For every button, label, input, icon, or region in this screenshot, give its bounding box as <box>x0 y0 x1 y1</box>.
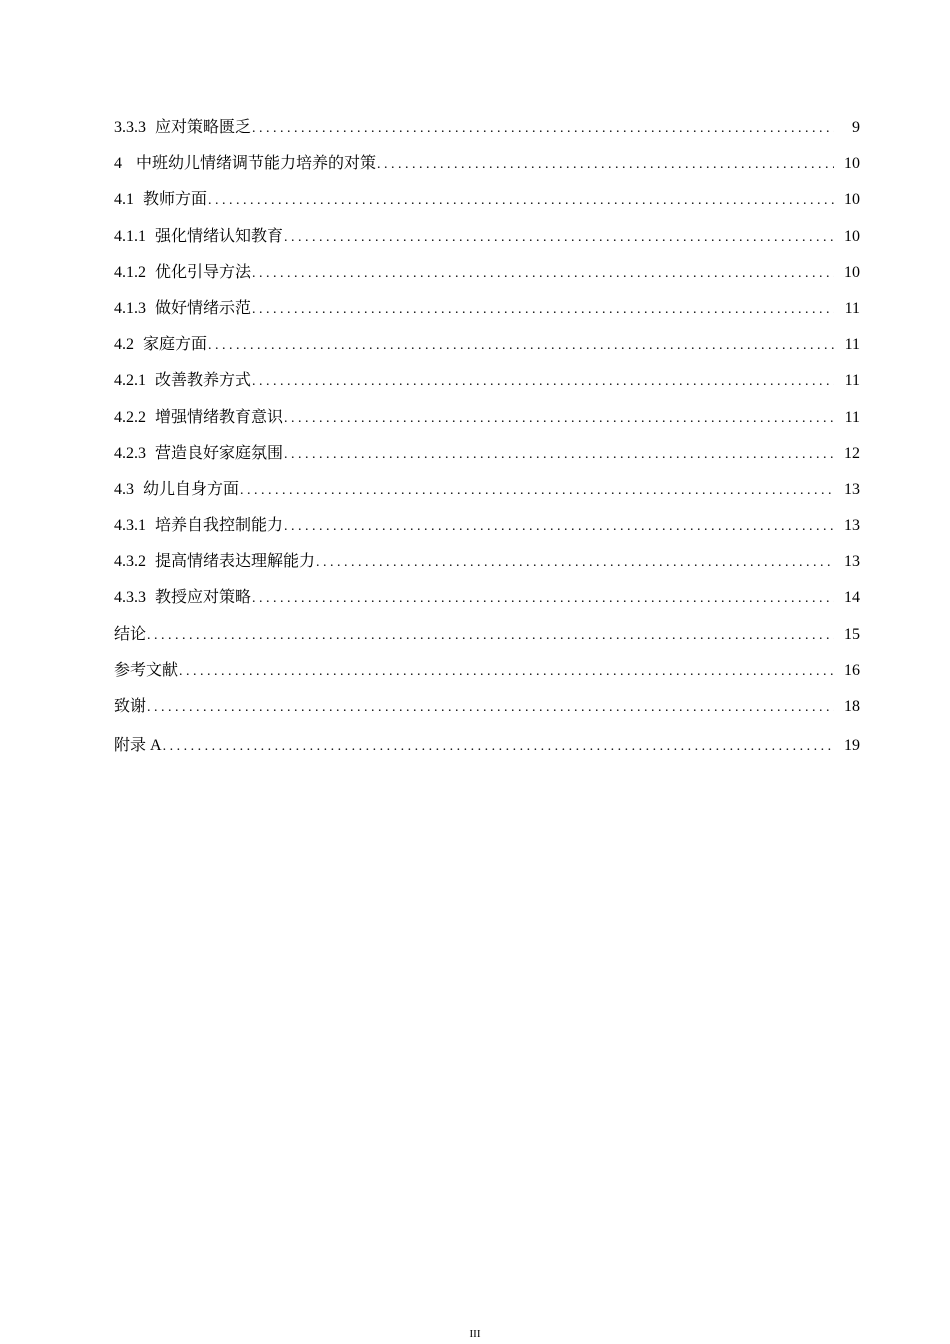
dot-leader <box>147 624 834 648</box>
toc-entry-number: 4.1.2 <box>114 263 146 281</box>
toc-entry-page: 11 <box>844 408 860 426</box>
toc-entry-page: 11 <box>844 372 860 390</box>
toc-entry[interactable] <box>114 225 860 261</box>
toc-entry[interactable] <box>114 116 860 152</box>
toc-entry-number: 4.3.1 <box>114 517 146 535</box>
dot-leader <box>208 189 834 213</box>
toc-entry-page: 10 <box>844 191 860 209</box>
toc-entry-page: 10 <box>844 263 860 281</box>
toc-entry-number: 4.2.2 <box>114 408 146 426</box>
toc-entry[interactable] <box>114 152 860 188</box>
toc-entry-title: 结论 <box>114 625 147 643</box>
toc-entry[interactable] <box>114 734 860 770</box>
toc-entry-title: 致谢 <box>114 698 147 715</box>
toc-entry-title: 强化情绪认知教育 <box>155 227 284 245</box>
toc-entry-title: 提高情绪表达理解能力 <box>155 553 316 571</box>
toc-entry-number: 4.2.3 <box>114 444 146 462</box>
toc-entry[interactable] <box>114 695 860 731</box>
toc-entry[interactable] <box>114 406 860 442</box>
toc-entry-title: 中班幼儿情绪调节能力培养的对策 <box>136 155 377 173</box>
toc-entry-page: 16 <box>844 661 860 679</box>
toc-entry-number: 4.3 <box>114 480 134 498</box>
dot-leader <box>284 407 834 431</box>
toc-entry-page: 13 <box>844 553 860 571</box>
toc-entry-page: 10 <box>844 227 860 245</box>
dot-leader <box>284 443 834 467</box>
toc-entry[interactable] <box>114 623 860 659</box>
page-number: III <box>469 1328 481 1340</box>
dot-leader <box>147 696 834 720</box>
toc-entry-title: 教师方面 <box>143 191 208 209</box>
toc-entry[interactable] <box>114 514 860 550</box>
toc-entry-page: 11 <box>844 299 860 317</box>
toc-entry-title: 优化引导方法 <box>155 263 252 281</box>
toc-entry[interactable] <box>114 369 860 405</box>
table-of-contents <box>114 116 860 770</box>
toc-entry-title: 增强情绪教育意识 <box>155 408 284 426</box>
toc-entry[interactable] <box>114 188 860 224</box>
dot-leader <box>163 735 834 759</box>
toc-entry-title: 培养自我控制能力 <box>155 517 284 535</box>
dot-leader <box>252 298 834 322</box>
toc-entry-title: 改善教养方式 <box>155 372 252 390</box>
toc-entry-number: 4.2.1 <box>114 372 146 390</box>
toc-entry-title: 参考文献 <box>114 661 179 679</box>
dot-leader <box>252 587 834 611</box>
dot-leader <box>316 551 834 575</box>
dot-leader <box>284 515 834 539</box>
toc-entry[interactable] <box>114 659 860 695</box>
toc-entry-number: 4.3.3 <box>114 589 146 607</box>
toc-entry-page: 13 <box>844 480 860 498</box>
toc-entry-number: 4.2 <box>114 336 134 354</box>
toc-entry-page: 13 <box>844 517 860 535</box>
toc-entry[interactable] <box>114 550 860 586</box>
toc-entry-title: 应对策略匮乏 <box>155 119 252 136</box>
toc-entry-number: 4.1.1 <box>114 227 146 245</box>
toc-entry[interactable] <box>114 586 860 622</box>
toc-entry-page: 19 <box>844 737 860 755</box>
toc-entry[interactable] <box>114 261 860 297</box>
dot-leader <box>284 226 834 250</box>
dot-leader <box>252 262 834 286</box>
toc-entry-page: 12 <box>844 444 860 462</box>
toc-entry-page: 14 <box>844 589 860 607</box>
toc-entry-title: 附录 A <box>114 737 162 755</box>
toc-entry-title: 幼儿自身方面 <box>143 480 240 498</box>
toc-entry-title: 做好情绪示范 <box>155 299 252 317</box>
toc-entry-number: 4 <box>114 155 122 173</box>
toc-entry[interactable] <box>114 478 860 514</box>
toc-entry-page: 9 <box>852 119 860 136</box>
toc-entry-number: 3.3.3 <box>114 119 146 136</box>
toc-entry-page: 11 <box>844 336 860 354</box>
dot-leader <box>252 117 834 141</box>
toc-entry-title: 营造良好家庭氛围 <box>155 444 284 462</box>
toc-entry[interactable] <box>114 333 860 369</box>
dot-leader <box>377 153 834 177</box>
dot-leader <box>179 660 834 684</box>
toc-entry-page: 15 <box>844 625 860 643</box>
toc-entry-number: 4.3.2 <box>114 553 146 571</box>
toc-entry-page: 18 <box>844 698 860 715</box>
toc-entry[interactable] <box>114 442 860 478</box>
dot-leader <box>208 334 834 358</box>
toc-entry[interactable] <box>114 297 860 333</box>
dot-leader <box>240 479 834 503</box>
toc-entry-number: 4.1.3 <box>114 299 146 317</box>
dot-leader <box>252 370 834 394</box>
toc-entry-title: 教授应对策略 <box>155 589 252 607</box>
toc-entry-page: 10 <box>844 155 860 173</box>
toc-entry-title: 家庭方面 <box>143 336 208 354</box>
toc-entry-number: 4.1 <box>114 191 134 209</box>
